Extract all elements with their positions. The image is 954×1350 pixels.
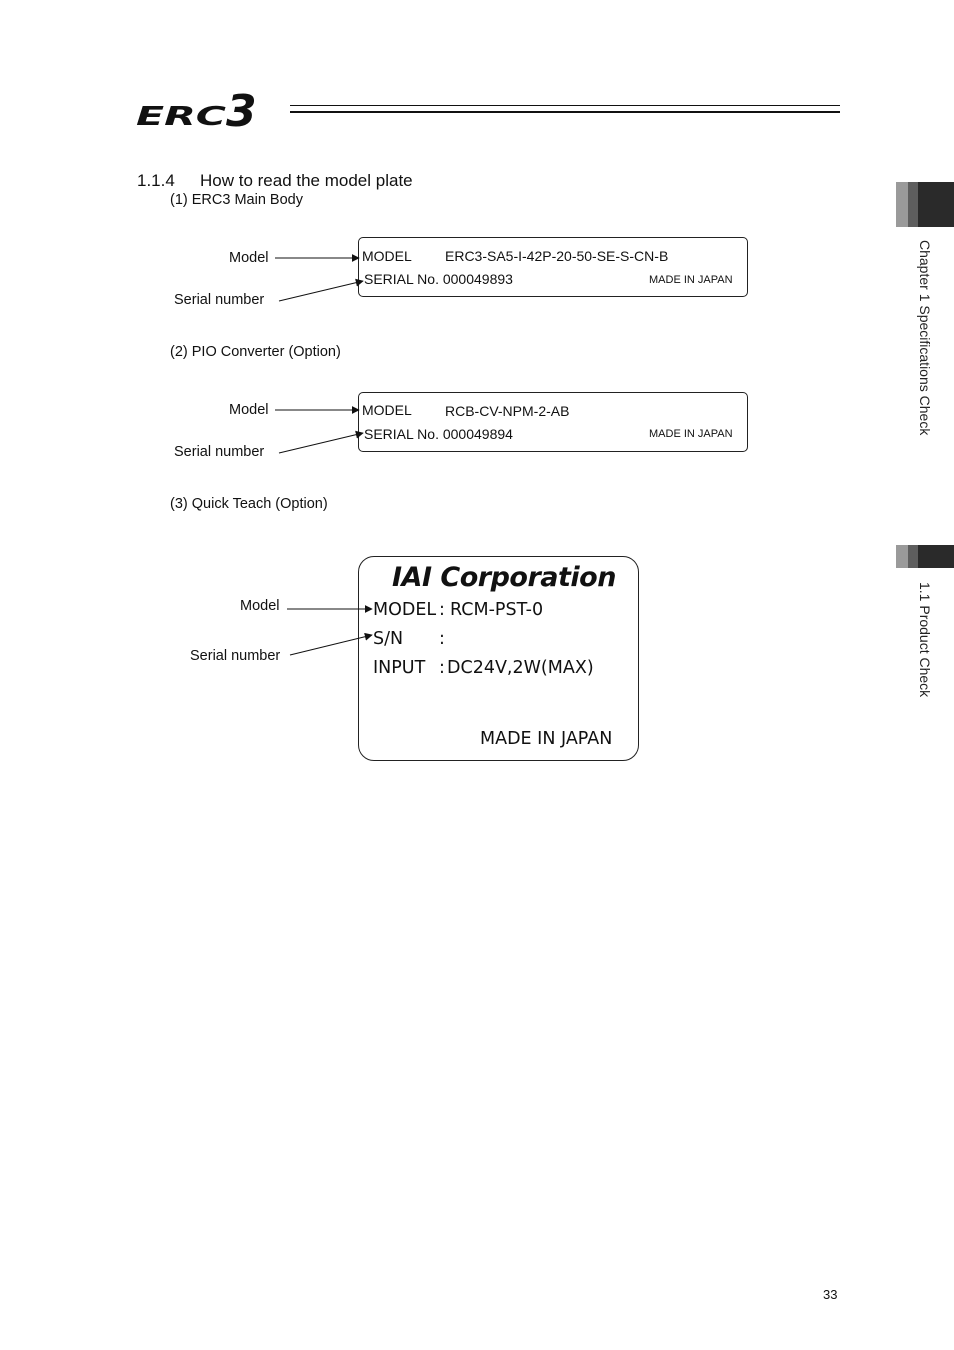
- chapter-tab-marker-dark: [918, 182, 954, 227]
- plate-model-key: MODEL: [373, 600, 437, 620]
- section-side-label: 1.1 Product Check: [917, 582, 933, 698]
- figure-3-serial-arrow: [290, 635, 372, 655]
- page-number: 33: [823, 1287, 838, 1302]
- plate-origin: MADE IN JAPAN: [649, 274, 733, 286]
- plate-brand: IAI Corporation: [392, 562, 616, 593]
- figure-1-caption: (1) ERC3 Main Body: [170, 192, 303, 208]
- figure-2-caption: (2) PIO Converter (Option): [170, 344, 341, 360]
- plate-model-key: MODEL: [362, 402, 412, 418]
- plate-model-value: RCM-PST-0: [450, 600, 544, 620]
- plate-input-sep: :: [439, 658, 445, 678]
- section-tab-marker-mid: [908, 545, 918, 568]
- figure-3-serial-label: Serial number: [190, 648, 281, 664]
- figure-1-model-label: Model: [229, 250, 269, 266]
- plate-model-value: ERC3-SA5-I-42P-20-50-SE-S-CN-B: [445, 248, 669, 264]
- section-title: How to read the model plate: [200, 171, 413, 190]
- svg-text:3: 3: [226, 90, 257, 130]
- section-tab-marker: [896, 545, 908, 568]
- plate-serial-sep: :: [439, 629, 445, 649]
- chapter-tab-marker: [896, 182, 908, 227]
- figure-3-model-label: Model: [240, 598, 280, 614]
- plate-model-sep: :: [439, 600, 445, 620]
- figure-2-serial-arrow: [279, 433, 363, 453]
- plate-origin: MADE IN JAPAN: [480, 729, 613, 749]
- plate-origin: MADE IN JAPAN: [649, 428, 733, 440]
- figure-2-model-label: Model: [229, 402, 269, 418]
- chapter-tab-marker-mid: [908, 182, 918, 227]
- plate-serial-line: SERIAL No. 000049894: [364, 426, 513, 442]
- figure-2-serial-label: Serial number: [174, 444, 265, 460]
- plate-serial-line: SERIAL No. 000049893: [364, 271, 513, 287]
- chapter-side-label: Chapter 1 Specifications Check: [917, 240, 933, 436]
- section-number: 1.1.4: [137, 171, 175, 190]
- plate-serial-key: S/N: [373, 629, 404, 649]
- section-tab-marker-dark: [918, 545, 954, 568]
- figure-1-serial-label: Serial number: [174, 292, 265, 308]
- figure-1-serial-arrow: [279, 281, 363, 301]
- figure-3-caption: (3) Quick Teach (Option): [170, 496, 328, 512]
- plate-model-value: RCB-CV-NPM-2-AB: [445, 403, 570, 419]
- plate-input-value: DC24V,2W(MAX): [447, 658, 594, 678]
- svg-text:ERC: ERC: [136, 102, 226, 130]
- plate-model-key: MODEL: [362, 248, 412, 264]
- plate-input-key: INPUT: [373, 658, 426, 678]
